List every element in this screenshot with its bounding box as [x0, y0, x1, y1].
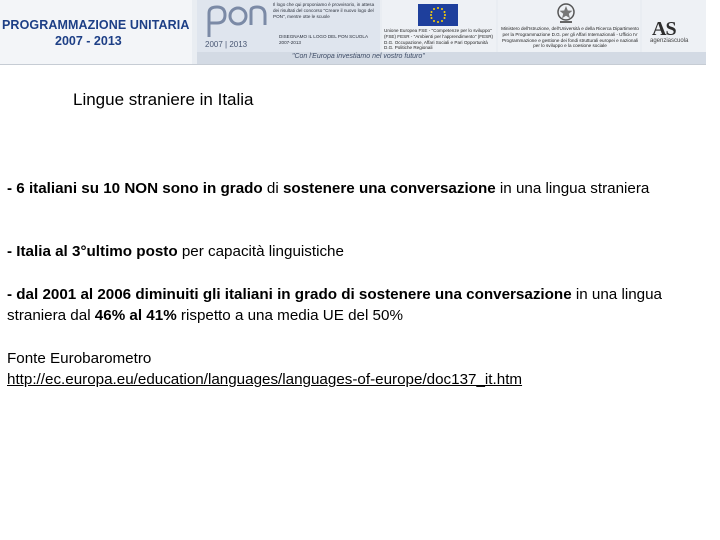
header-banner — [0, 0, 706, 65]
pon-years: 2007 | 2013 — [205, 40, 248, 49]
programmazione-unitaria-logo — [0, 0, 192, 64]
pon-caption-contest: DISEGNAMO IL LOGO DEL PON SCUOLA 2007-2013 — [279, 34, 368, 45]
bullet-decrease-2001-2006 — [7, 284, 707, 326]
bullet-italy-ranking — [7, 241, 707, 262]
source-label: Fonte Eurobarometro — [7, 350, 152, 367]
slide-title: Lingue straniere in Italia — [73, 90, 254, 109]
eu-text: Unione Europea FSE - "Competenze per lo sviluppo" (FSE) FESR - "Ambienti per l'apprendimento" (FESR) D.G. Occupazione, Affari Sociali e Pari Opportunità D.G. Politiche Regionali — [384, 28, 494, 51]
bullet-1-bold-c: sostenere una conversazione — [282, 180, 496, 197]
source-link[interactable]: http://ec.europa.eu/education/languages/languages-of-europe/doc137_it.htm — [7, 371, 523, 388]
pon-logo-icon — [203, 3, 273, 41]
program-years: 2007 - 2013 — [55, 34, 122, 48]
as-logo-subtitle: agenziascuola — [650, 38, 689, 44]
bullet-1-text-d: in una lingua straniera — [495, 180, 650, 197]
bullet-3-bold-a: - dal 2001 al 2006 diminuiti gli italiani in grado di sostenere una conversazione — [7, 286, 572, 303]
bullet-italians-conversation — [7, 178, 707, 199]
eu-flag-icon — [418, 4, 458, 26]
bullet-3-text-d: rispetto a una media UE del 50% — [176, 307, 403, 324]
italian-emblem-icon — [556, 2, 576, 24]
pon-caption: Il logo che qui proponiamo è provvisorio, in attesa dei risultati del concorso "Creare il nuovo logo del PON", mentre otte le scuole — [273, 2, 375, 19]
program-title: PROGRAMMAZIONE UNITARIA — [2, 18, 190, 32]
ministry-text: Ministero dell'Istruzione, dell'Università e della Ricerca Dipartimento per la Programmazione D.G. per gli Affari Internazionali - Ufficio IV Programmazione e gestione dei fondi strutturali europei e nazionali per lo sviluppo e la coesione sociale — [501, 26, 639, 49]
as-logo-text: AS — [652, 18, 676, 40]
bullet-3-bold-c: 46% al 41% — [94, 307, 177, 324]
bullet-1-bold-a: - 6 italiani su 10 NON sono in grado — [7, 180, 263, 197]
slogan-strip — [197, 52, 706, 64]
bullet-2-text-b: per capacità linguistiche — [177, 243, 344, 260]
slogan: "Con l'Europa investiamo nel vostro futuro" — [292, 53, 425, 60]
bullet-1-text-b: di — [262, 180, 283, 197]
bullet-3-text-b: in una lingua straniera dal — [7, 286, 662, 324]
source-block — [7, 348, 707, 390]
bullet-2-bold-a: - Italia al 3°ultimo posto — [7, 243, 178, 260]
